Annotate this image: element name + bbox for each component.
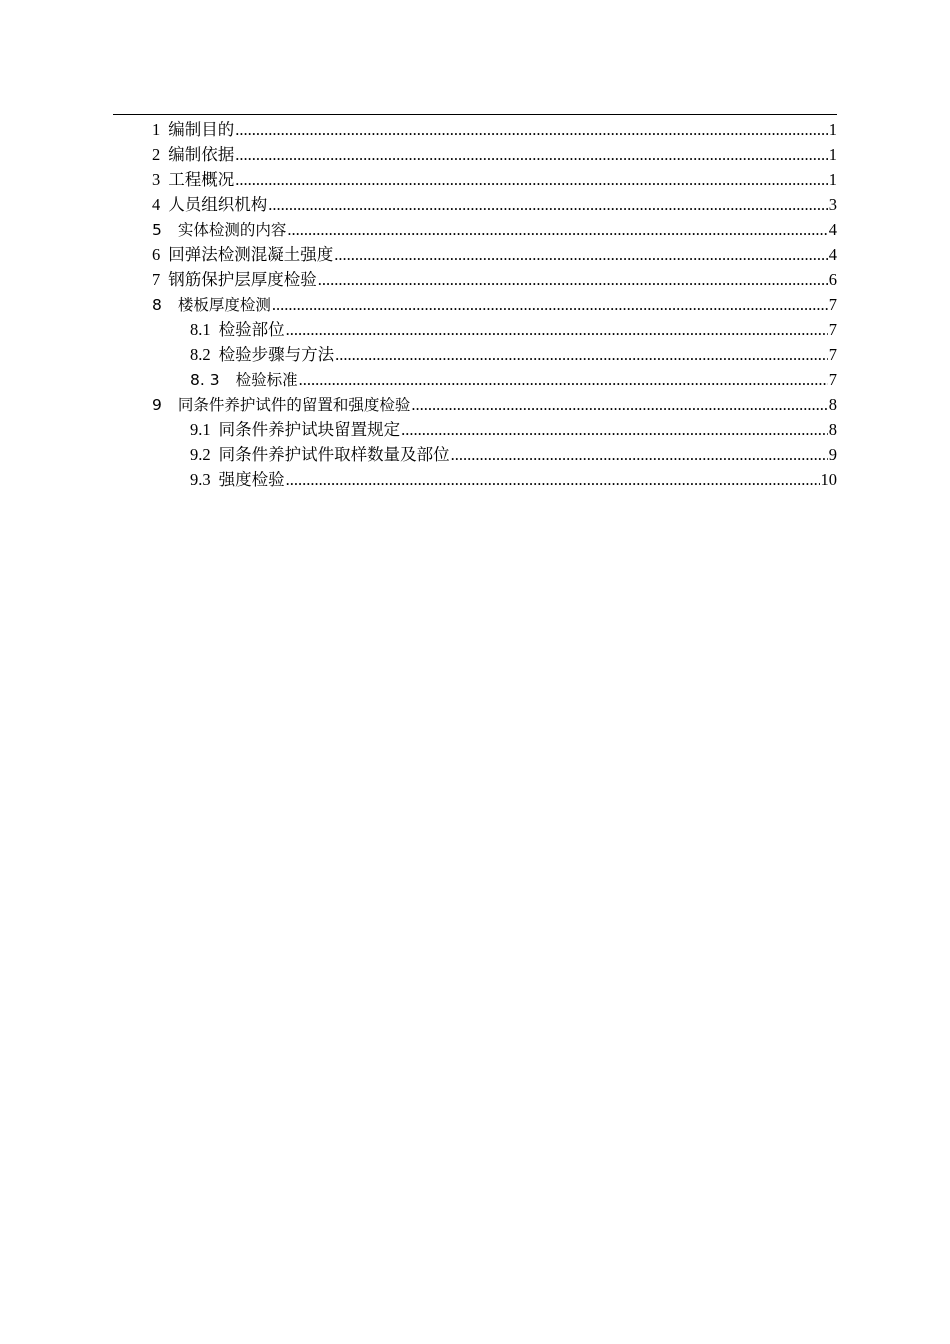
toc-entry-page: 7	[828, 345, 837, 364]
toc-dot-leader	[286, 467, 820, 492]
toc-entry[interactable]	[113, 242, 837, 267]
toc-entry-page: 7	[828, 295, 837, 314]
toc-entry-number: 9.1	[190, 420, 211, 439]
toc-entry-number: 4	[152, 195, 161, 214]
toc-entry-title: 编制依据	[168, 145, 235, 164]
toc-entry[interactable]	[113, 192, 837, 217]
toc-entry-page: 9	[828, 445, 837, 464]
toc-entry-page: 8	[828, 395, 837, 414]
toc-entry-number: 8. 3	[190, 371, 220, 389]
toc-entry-title: 检验标准	[235, 371, 298, 389]
toc-entry-title: 同条件养护试件的留置和强度检验	[177, 396, 411, 414]
toc-entry-page: 4	[828, 245, 837, 264]
toc-dot-leader	[235, 167, 828, 192]
toc-entry-page: 7	[828, 320, 837, 339]
toc-dot-leader	[287, 217, 827, 242]
toc-entry[interactable]	[113, 467, 837, 492]
toc-dot-leader	[318, 267, 828, 292]
toc-entry[interactable]	[113, 442, 837, 467]
toc-entry[interactable]	[113, 217, 837, 242]
toc-entry-title: 同条件养护试件取样数量及部位	[218, 445, 450, 464]
toc-entry[interactable]	[113, 267, 837, 292]
toc-entry-page: 1	[828, 120, 837, 139]
toc-dot-leader	[335, 342, 828, 367]
table-of-contents	[113, 117, 837, 492]
toc-entry-title: 回弹法检测混凝土强度	[168, 245, 334, 264]
toc-entry-title: 检验步骤与方法	[218, 345, 335, 364]
toc-entry-page: 10	[820, 470, 837, 489]
toc-entry-number: 9.2	[190, 445, 211, 464]
toc-entry-page: 1	[828, 170, 837, 189]
toc-entry[interactable]	[113, 142, 837, 167]
toc-entry-page: 4	[828, 220, 837, 239]
toc-entry-number: 9.3	[190, 470, 211, 489]
toc-entry-number: 7	[152, 270, 161, 289]
toc-entry-number: 5	[152, 221, 162, 239]
toc-dot-leader	[401, 417, 828, 442]
toc-entry-title: 编制目的	[168, 120, 235, 139]
toc-entry-title: 强度检验	[218, 470, 285, 489]
toc-dot-leader	[411, 392, 827, 417]
toc-entry-title: 检验部位	[218, 320, 285, 339]
toc-entry-number: 3	[152, 170, 161, 189]
toc-entry-title: 人员组织机构	[168, 195, 268, 214]
toc-entry[interactable]	[113, 292, 837, 317]
toc-entry-title: 实体检测的内容	[177, 221, 287, 239]
toc-dot-leader	[286, 317, 828, 342]
toc-entry[interactable]	[113, 392, 837, 417]
toc-entry[interactable]	[113, 417, 837, 442]
toc-entry-title: 工程概况	[168, 170, 235, 189]
toc-entry[interactable]	[113, 167, 837, 192]
header-rule	[113, 114, 837, 115]
toc-entry-page: 3	[828, 195, 837, 214]
toc-dot-leader	[268, 192, 828, 217]
toc-entry[interactable]	[113, 342, 837, 367]
toc-dot-leader	[334, 242, 828, 267]
toc-entry-number: 8.2	[190, 345, 211, 364]
toc-entry-number: 9	[152, 396, 162, 414]
toc-entry-title: 钢筋保护层厚度检验	[168, 270, 317, 289]
toc-entry-page: 6	[828, 270, 837, 289]
toc-entry-page: 1	[828, 145, 837, 164]
toc-dot-leader	[235, 142, 828, 167]
toc-entry-number: 1	[152, 120, 161, 139]
toc-dot-leader	[272, 292, 828, 317]
toc-entry-number: 2	[152, 145, 161, 164]
toc-dot-leader	[451, 442, 828, 467]
toc-entry-number: 8.1	[190, 320, 211, 339]
toc-entry[interactable]	[113, 317, 837, 342]
toc-entry[interactable]	[113, 117, 837, 142]
toc-entry-page: 8	[828, 420, 837, 439]
toc-entry[interactable]	[113, 367, 837, 392]
toc-entry-title: 楼板厚度检测	[177, 296, 271, 314]
toc-entry-title: 同条件养护试块留置规定	[218, 420, 401, 439]
toc-entry-page: 7	[828, 370, 837, 389]
toc-entry-number: 6	[152, 245, 161, 264]
toc-dot-leader	[235, 117, 828, 142]
toc-dot-leader	[299, 367, 828, 392]
toc-entry-number: 8	[152, 296, 162, 314]
